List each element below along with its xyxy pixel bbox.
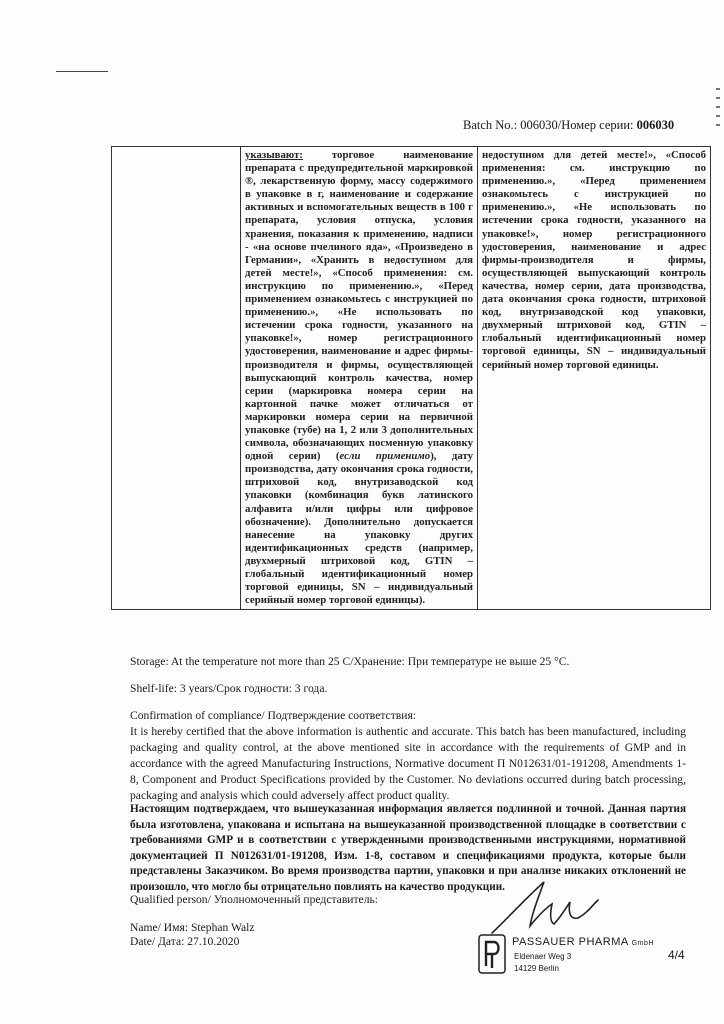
signature-date: Date/ Дата: 27.10.2020 xyxy=(130,935,240,948)
confirmation-russian: Настоящим подтверждаем, что вышеуказанная информация является подлинной и точной. Данная партия была изготовлена, упакована и испытана на вышеуказанной производственной площадке в соответствии с требованиями GMP и в соответствии с утвержденными производственными инструкциями, нормативной документацией П N012631/01-191208, Изм. 1-8, составом и спецификациями продукта, которые были представлены Заказчиком. Во время производства партии, упаковки и при анализе никаких отклонений не произошло, что могло бы отрицательно повлиять на качество продукции. xyxy=(130,803,686,893)
labeling-lead: указывают: xyxy=(245,149,303,161)
company-logo-icon xyxy=(478,934,506,974)
scan-marks xyxy=(716,88,720,133)
signatory-name: Name/ Имя: Stephan Walz xyxy=(130,921,255,934)
labeling-part1: торговое наименование препарата с предупредительной маркировкой ®, лекарственную форму, массу содержимого в упаковке в г, наименование и содержание активных и вспомогательных веществ в 100 г препарата, условия отпуска, условия хранения, показания к применению, надписи - «на основе пчелиного яда», «Произведено в Германии», «Хранить в недоступном для детей месте!», «Способ применения: см. инструкцию по применению.», «Перед применением ознакомьтесь с инструкцией по применению.», «Не использовать по истечении срока годности, указанного на упаковке!», номер регистрационного удостоверения, наименование и адрес фирмы-производителя и фирмы, осуществляющей выпускающий контроль качества, номер серии (маркировка номера серии на картонной пачке может отличаться от маркировки номера серии на первичной упаковке (тубе) на 1, 2 или 3 дополнительных символа, обозначающих посменную упаковку одной серии) ( xyxy=(245,149,473,463)
table-cell-labeling-proposed xyxy=(478,147,711,610)
labeling-italic: если применимо xyxy=(339,450,431,463)
stamp-address-street: Eldenaer Weg 3 xyxy=(514,952,572,961)
table-cell-labeling-current xyxy=(241,147,478,610)
table-row xyxy=(112,147,711,610)
table-cell-empty xyxy=(112,147,241,610)
stamp-brand-suffix: GmbH xyxy=(631,940,654,947)
signature-image xyxy=(488,878,608,938)
labeling-text-proposed: недоступном для детей месте!», «Способ применения: см. инструкцию по применению.», «Перед применением ознакомьтесь с инструкцией по применению.», «Не использовать по истечении срока годности, указанного на упаковке!», номер регистрационного удостоверения, наименование и адрес фирмы-производителя и фирмы, осуществляющей выпускающий контроль качества, номер серии, дата производства, дата окончания срока годности, штриховой код, внутризаводской код упаковки, двухмерный штриховой код, GTIN – глобальный идентификационный номер торговой единицы, SN – индивидуальный серийный номер торговой единицы. xyxy=(482,149,706,371)
company-stamp xyxy=(478,932,654,982)
qualified-person-label: Qualified person/ Уполномоченный представитель: xyxy=(130,893,379,906)
labeling-table xyxy=(111,146,711,610)
header-rule xyxy=(56,71,108,72)
stamp-address-city: 14129 Berlin xyxy=(514,964,559,973)
batch-number: 006030 xyxy=(636,118,675,132)
stamp-brand-name: PASSAUER PHARMA xyxy=(512,936,629,948)
batch-number-line xyxy=(463,118,674,133)
labeling-text-current xyxy=(245,149,473,607)
confirmation-english: It is hereby certified that the above information is authentic and accurate. This batch has been manufactured, including packaging and quality control, at the above mentioned site in accordance with the requirements of GMP and in accordance with the agreed Manufacturing Instructions, Normative document П N012631/01-191208, Amendments 1-8, Component and Product Specifications provided by the Customer. No deviations occurred during batch processing, packaging and analysis which could adversely affect product quality. xyxy=(130,725,686,802)
storage-line: Storage: At the temperature not more than 25 C/Хранение: При температуре не выше 25 °C. xyxy=(130,655,570,668)
stamp-brand xyxy=(512,936,654,948)
confirmation-heading: Confirmation of compliance/ Подтверждение соответствия: xyxy=(130,709,416,722)
shelf-life-line: Shelf-life: 3 years/Срок годности: 3 года. xyxy=(130,682,328,695)
batch-label: Batch No.: 006030/Номер серии: xyxy=(463,118,634,132)
labeling-part2: ), дату производства, дату окончания срока годности, штриховой код, внутризаводской код упаковки (комбинация букв латинского алфавита и/или цифры или цифровое обозначение). Дополнительно допускается нанесение на упаковку других идентификационных средств (например, двухмерный штриховой код, GTIN – глобальный идентификационный номер торговой единицы, SN – индивидуальный серийный номер торговой единицы). xyxy=(245,450,473,607)
page-number: 4/4 xyxy=(668,948,685,962)
